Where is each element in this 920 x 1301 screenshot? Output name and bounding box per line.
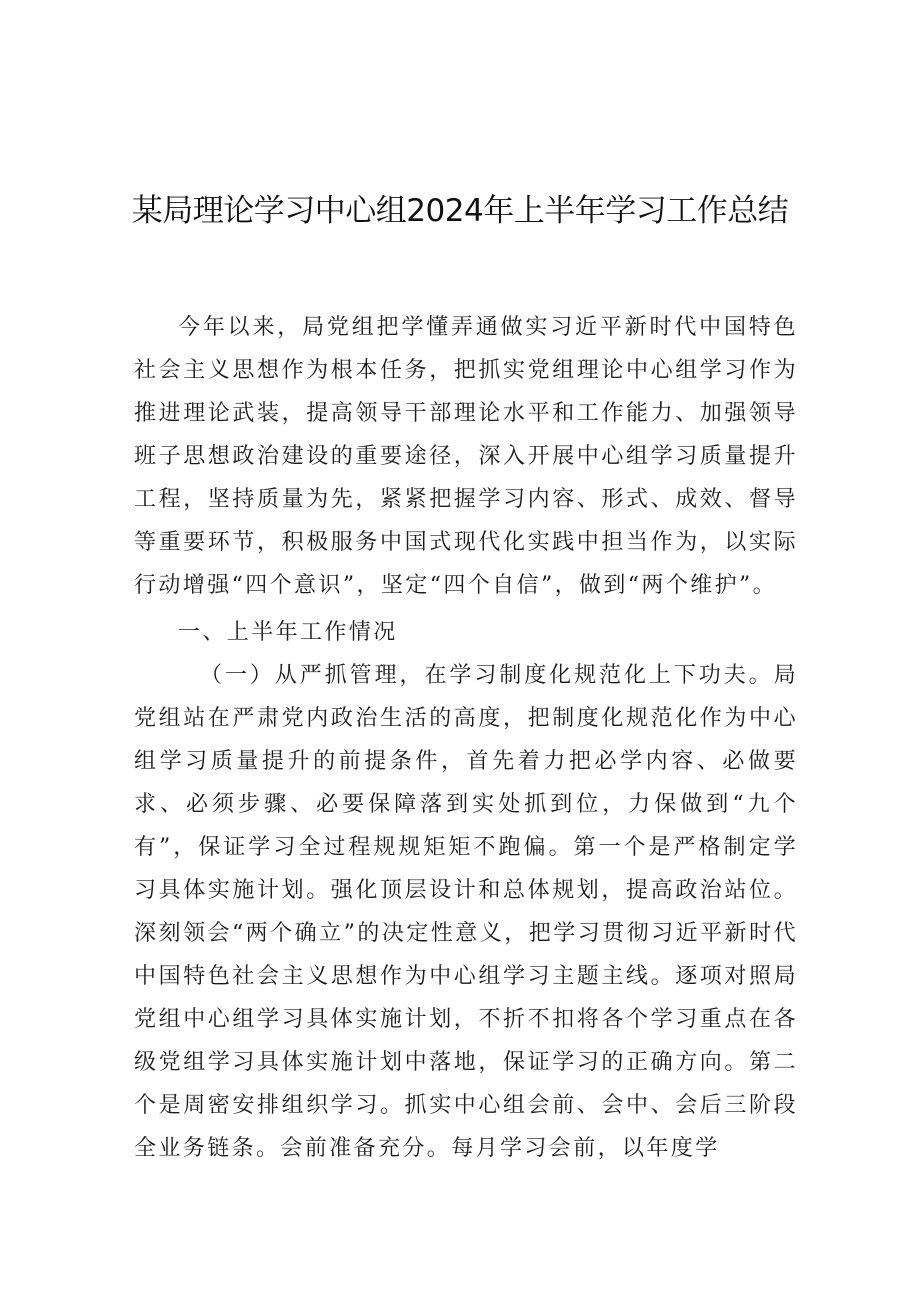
section-heading: 一、上半年工作情况 [178,620,398,645]
document-title: 某局理论学习中心组2024年上半年学习工作总结 [131,193,789,229]
intro-paragraph: 今年以来，局党组把学懂弄通做实习近平新时代中国特色社会主义思想作为根本任务，把抓实党组理论中心组学习作为推进理论武装，提高领导干部理论水平和工作能力、加强领导班子思想政治建设的重要途径，深入开展中心组学习质量提升工程，坚持质量为先，紧紧把握学习内容、形式、成效、督导等重要环节，积极服务中国式现代化实践中担当作为，以实际行动增强“四个意识”，坚定“四个自信”，做到“两个维护”。 [134,315,798,598]
section-paragraph: （一）从严抓管理，在学习制度化规范化上下功夫。局党组站在严肃党内政治生活的高度，把制度化规范化作为中心组学习质量提升的前提条件，首先着力把必学内容、必做要求、必须步骤、必要保障落到实处抓到位，力保做到“九个有”，保证学习全过程规规矩矩不跑偏。第一个是严格制定学习具体实施计划。强化顶层设计和总体规划，提高政治站位。深刻领会“两个确立”的决定性意义，把学习贯彻习近平新时代中国特色社会主义思想作为中心组学习主题主线。逐项对照局党组中心组学习具体实施计划，不折不扣将各个学习重点在各级党组学习具体实施计划中落地，保证学习的正确方向。第二个是周密安排组织学习。抓实中心组会前、会中、会后三阶段全业务链条。会前准备充分。每月学习会前，以年度学 [134,663,798,1161]
